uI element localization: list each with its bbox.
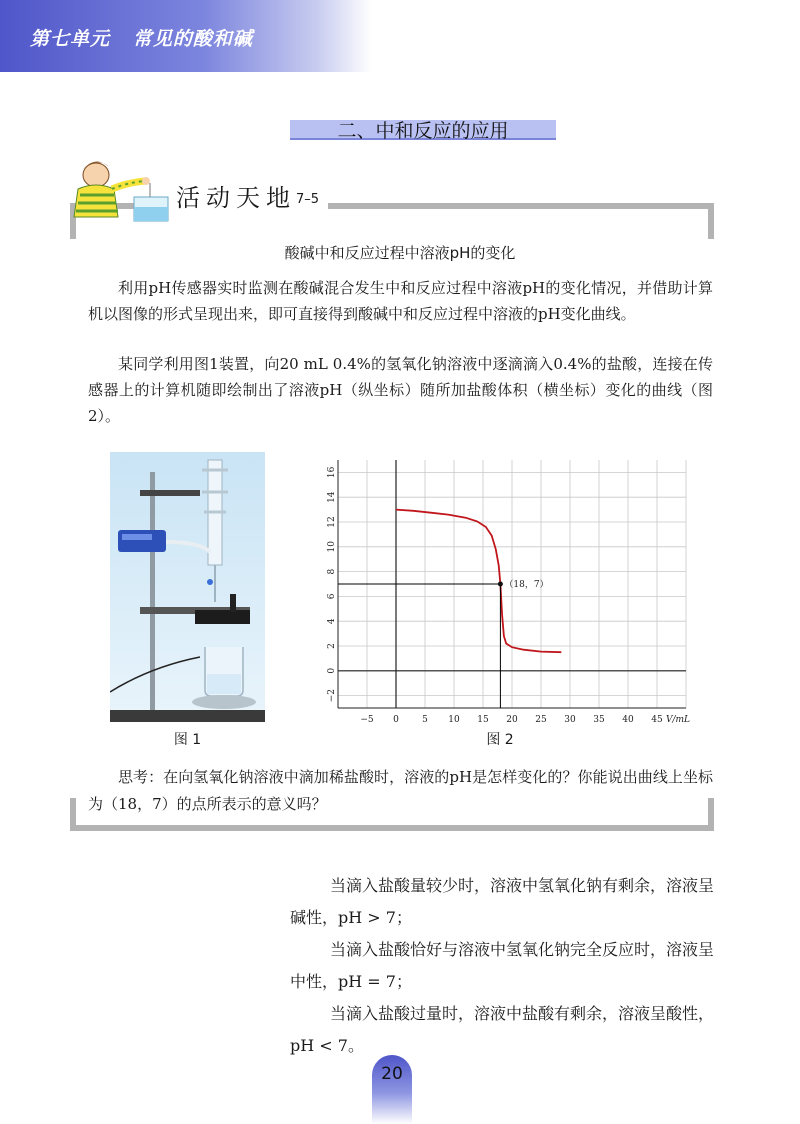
- y-tick-label: 12: [327, 516, 337, 528]
- ph-curve-chart: [324, 452, 704, 727]
- thinking-question: 思考：在向氢氧化钠溶液中滴加稀盐酸时，溶液的pH是怎样变化的？你能说出曲线上坐标为（18，7）的点所表示的意义吗？: [88, 768, 713, 813]
- y-tick-label: 2: [327, 643, 337, 649]
- y-tick-label: 6: [327, 593, 337, 600]
- activity-label: 活动天地: [176, 184, 296, 212]
- answer-line-alkaline: 当滴入盐酸量较少时，溶液中氢氧化钠有剩余，溶液呈碱性，pH > 7；: [290, 876, 715, 927]
- thinking-frame: [70, 798, 714, 831]
- answer-block: [290, 870, 715, 1062]
- x-tick-label: 0: [393, 715, 399, 725]
- y-tick-label: 16: [327, 466, 337, 479]
- x-tick-label: 35: [593, 715, 605, 725]
- x-tick-label: 5: [422, 715, 428, 725]
- y-tick-label: −2: [327, 688, 337, 703]
- y-tick-label: 14: [327, 491, 337, 503]
- x-tick-label: 10: [448, 715, 460, 725]
- x-tick-label: 40: [622, 715, 634, 725]
- activity-number: 7–5: [296, 192, 320, 207]
- y-tick-label: 4: [327, 618, 337, 625]
- chart-annotation: [338, 579, 549, 708]
- unit-title: 第七单元 常见的酸和碱: [30, 28, 253, 50]
- x-tick-label: 25: [535, 715, 547, 725]
- figure-2-caption: 图 2: [486, 732, 514, 748]
- answer-line-acidic: 当滴入盐酸过量时，溶液中盐酸有剩余，溶液呈酸性，pH < 7。: [290, 1004, 715, 1055]
- page-number: 20: [381, 1064, 403, 1084]
- y-tick-label: 10: [327, 541, 337, 553]
- x-tick-label: 15: [477, 715, 489, 725]
- boy-illustration: [66, 155, 176, 225]
- x-axis-label: V/mL: [665, 715, 690, 725]
- x-tick-label: 45: [651, 715, 663, 725]
- figure-1-caption: 图 1: [173, 732, 202, 748]
- experiment-paragraph: 某同学利用图1装置，向20 mL 0.4%的氢氧化钠溶液中逐滴滴入0.4%的盐酸，连接在传感器上的计算机随即绘制出了溶液pH（纵坐标）随所加盐酸体积（横坐标）变化的曲线（图2）。: [88, 355, 713, 425]
- y-tick-label: 0: [327, 667, 337, 674]
- section-title: 二、中和反应的应用: [337, 120, 509, 142]
- equivalence-point: [498, 582, 503, 587]
- answer-line-neutral: 当滴入盐酸恰好与溶液中氢氧化钠完全反应时，溶液呈中性，pH = 7；: [290, 940, 715, 991]
- annotation-label: （18，7）: [504, 580, 549, 590]
- x-tick-label: −5: [360, 715, 374, 725]
- x-tick-label: 30: [564, 715, 576, 725]
- y-tick-label: 8: [327, 568, 337, 575]
- intro-paragraph: 利用pH传感器实时监测在酸碱混合发生中和反应过程中溶液pH的变化情况，并借助计算机以图像的形式呈现出来，即可直接得到酸碱中和反应过程中溶液的pH变化曲线。: [88, 279, 713, 323]
- apparatus-photo: [110, 452, 265, 722]
- activity-heading: 酸碱中和反应过程中溶液pH的变化: [284, 244, 516, 262]
- chart-tick-labels: [327, 466, 690, 725]
- x-tick-label: 20: [506, 715, 518, 725]
